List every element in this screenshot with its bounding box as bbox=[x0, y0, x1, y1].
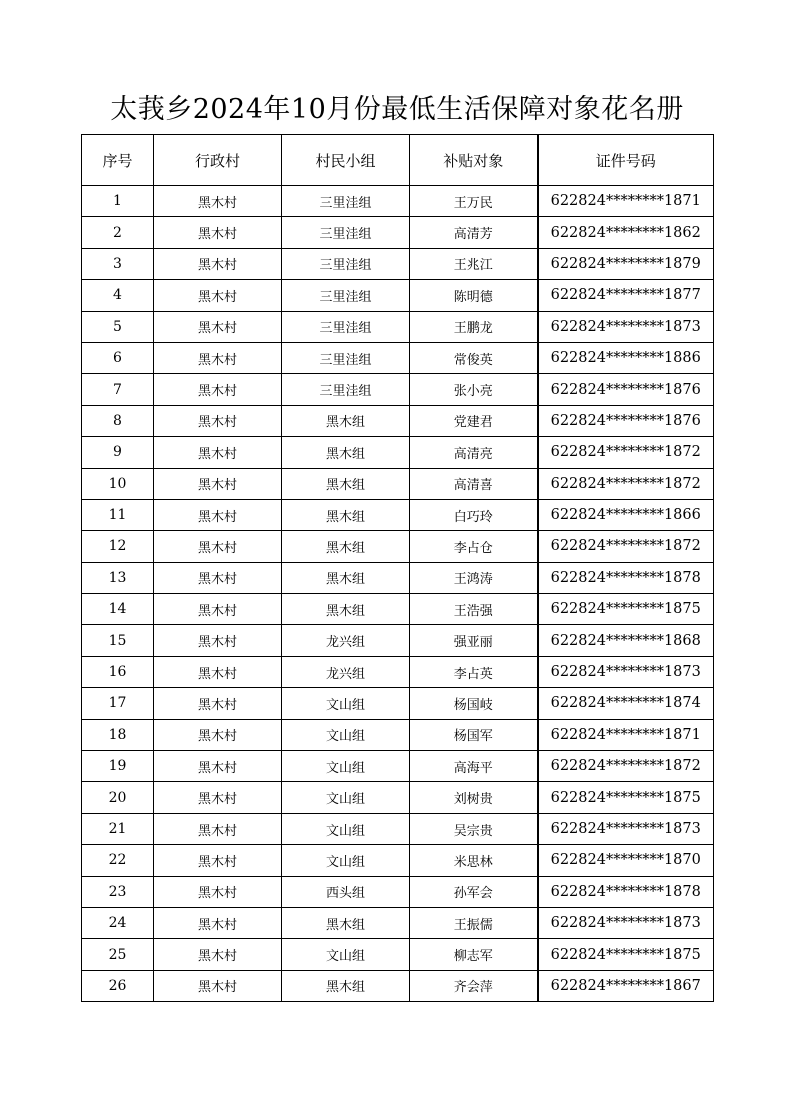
roster-table bbox=[81, 134, 714, 1002]
cell-recipient: 吴宗贵 bbox=[410, 813, 538, 844]
cell-group: 文山组 bbox=[282, 782, 410, 813]
cell-village: 黑木村 bbox=[154, 907, 282, 938]
cell-village: 黑木村 bbox=[154, 751, 282, 782]
cell-group: 黑木组 bbox=[282, 907, 410, 938]
cell-recipient: 白巧玲 bbox=[410, 499, 538, 530]
cell-id-number: 622824********1870 bbox=[538, 845, 714, 876]
cell-id-number: 622824********1867 bbox=[538, 970, 714, 1001]
table-row bbox=[82, 405, 714, 436]
cell-no: 25 bbox=[82, 939, 154, 970]
cell-village: 黑木村 bbox=[154, 186, 282, 217]
cell-id-number: 622824********1874 bbox=[538, 688, 714, 719]
cell-group: 三里洼组 bbox=[282, 374, 410, 405]
cell-village: 黑木村 bbox=[154, 342, 282, 373]
cell-village: 黑木村 bbox=[154, 782, 282, 813]
cell-village: 黑木村 bbox=[154, 217, 282, 248]
cell-recipient: 高清亮 bbox=[410, 437, 538, 468]
cell-no: 9 bbox=[82, 437, 154, 468]
header-village: 行政村 bbox=[154, 135, 282, 186]
table-row bbox=[82, 499, 714, 530]
cell-no: 24 bbox=[82, 907, 154, 938]
cell-no: 8 bbox=[82, 405, 154, 436]
cell-group: 文山组 bbox=[282, 845, 410, 876]
document-title: 太莪乡2024年10月份最低生活保障对象花名册 bbox=[110, 94, 684, 125]
cell-group: 文山组 bbox=[282, 719, 410, 750]
cell-no: 7 bbox=[82, 374, 154, 405]
cell-id-number: 622824********1875 bbox=[538, 594, 714, 625]
cell-group: 龙兴组 bbox=[282, 656, 410, 687]
cell-no: 3 bbox=[82, 248, 154, 279]
cell-group: 黑木组 bbox=[282, 437, 410, 468]
cell-id-number: 622824********1872 bbox=[538, 751, 714, 782]
cell-id-number: 622824********1873 bbox=[538, 311, 714, 342]
cell-village: 黑木村 bbox=[154, 845, 282, 876]
cell-group: 黑木组 bbox=[282, 499, 410, 530]
cell-recipient: 刘树贵 bbox=[410, 782, 538, 813]
header-row bbox=[82, 135, 714, 186]
cell-group: 黑木组 bbox=[282, 531, 410, 562]
cell-village: 黑木村 bbox=[154, 311, 282, 342]
cell-group: 三里洼组 bbox=[282, 311, 410, 342]
cell-village: 黑木村 bbox=[154, 468, 282, 499]
cell-no: 6 bbox=[82, 342, 154, 373]
cell-no: 2 bbox=[82, 217, 154, 248]
cell-id-number: 622824********1876 bbox=[538, 405, 714, 436]
cell-recipient: 李占英 bbox=[410, 656, 538, 687]
cell-group: 黑木组 bbox=[282, 970, 410, 1001]
table-row bbox=[82, 939, 714, 970]
header-group: 村民小组 bbox=[282, 135, 410, 186]
cell-id-number: 622824********1871 bbox=[538, 719, 714, 750]
cell-recipient: 强亚丽 bbox=[410, 625, 538, 656]
cell-id-number: 622824********1866 bbox=[538, 499, 714, 530]
cell-id-number: 622824********1872 bbox=[538, 437, 714, 468]
table-row bbox=[82, 280, 714, 311]
cell-village: 黑木村 bbox=[154, 499, 282, 530]
cell-id-number: 622824********1875 bbox=[538, 782, 714, 813]
cell-no: 15 bbox=[82, 625, 154, 656]
table-row bbox=[82, 719, 714, 750]
cell-id-number: 622824********1875 bbox=[538, 939, 714, 970]
cell-id-number: 622824********1873 bbox=[538, 656, 714, 687]
table-row bbox=[82, 437, 714, 468]
cell-id-number: 622824********1886 bbox=[538, 342, 714, 373]
roster-body bbox=[82, 186, 714, 1002]
cell-recipient: 高清芳 bbox=[410, 217, 538, 248]
cell-group: 三里洼组 bbox=[282, 280, 410, 311]
cell-group: 黑木组 bbox=[282, 594, 410, 625]
cell-village: 黑木村 bbox=[154, 625, 282, 656]
cell-village: 黑木村 bbox=[154, 248, 282, 279]
cell-no: 5 bbox=[82, 311, 154, 342]
cell-village: 黑木村 bbox=[154, 939, 282, 970]
cell-recipient: 王万民 bbox=[410, 186, 538, 217]
cell-village: 黑木村 bbox=[154, 280, 282, 311]
cell-recipient: 孙军会 bbox=[410, 876, 538, 907]
table-row bbox=[82, 656, 714, 687]
cell-group: 三里洼组 bbox=[282, 217, 410, 248]
header-id-number: 证件号码 bbox=[538, 135, 714, 186]
cell-recipient: 高清喜 bbox=[410, 468, 538, 499]
cell-recipient: 柳志军 bbox=[410, 939, 538, 970]
cell-recipient: 王鹏龙 bbox=[410, 311, 538, 342]
cell-id-number: 622824********1877 bbox=[538, 280, 714, 311]
cell-recipient: 张小亮 bbox=[410, 374, 538, 405]
cell-no: 13 bbox=[82, 562, 154, 593]
table-row bbox=[82, 813, 714, 844]
cell-recipient: 常俊英 bbox=[410, 342, 538, 373]
cell-village: 黑木村 bbox=[154, 562, 282, 593]
table-row bbox=[82, 531, 714, 562]
cell-recipient: 齐会萍 bbox=[410, 970, 538, 1001]
cell-id-number: 622824********1872 bbox=[538, 468, 714, 499]
cell-recipient: 王鸿涛 bbox=[410, 562, 538, 593]
cell-recipient: 王浩强 bbox=[410, 594, 538, 625]
cell-id-number: 622824********1871 bbox=[538, 186, 714, 217]
cell-recipient: 杨国军 bbox=[410, 719, 538, 750]
cell-group: 文山组 bbox=[282, 813, 410, 844]
cell-no: 19 bbox=[82, 751, 154, 782]
table-row bbox=[82, 342, 714, 373]
cell-id-number: 622824********1868 bbox=[538, 625, 714, 656]
cell-village: 黑木村 bbox=[154, 970, 282, 1001]
cell-village: 黑木村 bbox=[154, 531, 282, 562]
cell-group: 黑木组 bbox=[282, 468, 410, 499]
cell-id-number: 622824********1876 bbox=[538, 374, 714, 405]
cell-group: 黑木组 bbox=[282, 405, 410, 436]
cell-group: 三里洼组 bbox=[282, 186, 410, 217]
cell-group: 三里洼组 bbox=[282, 342, 410, 373]
cell-no: 12 bbox=[82, 531, 154, 562]
table-row bbox=[82, 562, 714, 593]
table-row bbox=[82, 907, 714, 938]
cell-id-number: 622824********1873 bbox=[538, 907, 714, 938]
table-row bbox=[82, 186, 714, 217]
cell-village: 黑木村 bbox=[154, 374, 282, 405]
cell-recipient: 陈明德 bbox=[410, 280, 538, 311]
cell-group: 西头组 bbox=[282, 876, 410, 907]
cell-no: 16 bbox=[82, 656, 154, 687]
cell-id-number: 622824********1878 bbox=[538, 562, 714, 593]
cell-group: 三里洼组 bbox=[282, 248, 410, 279]
cell-recipient: 党建君 bbox=[410, 405, 538, 436]
table-row bbox=[82, 876, 714, 907]
table-row bbox=[82, 594, 714, 625]
table-row bbox=[82, 845, 714, 876]
header-recipient: 补贴对象 bbox=[410, 135, 538, 186]
cell-group: 文山组 bbox=[282, 751, 410, 782]
cell-recipient: 高海平 bbox=[410, 751, 538, 782]
cell-village: 黑木村 bbox=[154, 688, 282, 719]
cell-id-number: 622824********1862 bbox=[538, 217, 714, 248]
table-row bbox=[82, 751, 714, 782]
cell-recipient: 杨国岐 bbox=[410, 688, 538, 719]
table-row bbox=[82, 311, 714, 342]
cell-village: 黑木村 bbox=[154, 437, 282, 468]
cell-recipient: 米思林 bbox=[410, 845, 538, 876]
cell-no: 14 bbox=[82, 594, 154, 625]
cell-group: 文山组 bbox=[282, 688, 410, 719]
cell-recipient: 王兆江 bbox=[410, 248, 538, 279]
cell-no: 17 bbox=[82, 688, 154, 719]
header-no: 序号 bbox=[82, 135, 154, 186]
cell-village: 黑木村 bbox=[154, 876, 282, 907]
cell-group: 黑木组 bbox=[282, 562, 410, 593]
cell-recipient: 李占仓 bbox=[410, 531, 538, 562]
cell-no: 11 bbox=[82, 499, 154, 530]
cell-id-number: 622824********1878 bbox=[538, 876, 714, 907]
table-row bbox=[82, 468, 714, 499]
cell-village: 黑木村 bbox=[154, 719, 282, 750]
cell-no: 4 bbox=[82, 280, 154, 311]
cell-no: 22 bbox=[82, 845, 154, 876]
cell-group: 龙兴组 bbox=[282, 625, 410, 656]
cell-village: 黑木村 bbox=[154, 594, 282, 625]
table-row bbox=[82, 625, 714, 656]
table-row bbox=[82, 970, 714, 1001]
cell-recipient: 王振儒 bbox=[410, 907, 538, 938]
cell-no: 20 bbox=[82, 782, 154, 813]
cell-no: 26 bbox=[82, 970, 154, 1001]
cell-village: 黑木村 bbox=[154, 405, 282, 436]
cell-id-number: 622824********1879 bbox=[538, 248, 714, 279]
table-row bbox=[82, 248, 714, 279]
cell-no: 1 bbox=[82, 186, 154, 217]
table-row bbox=[82, 217, 714, 248]
cell-no: 21 bbox=[82, 813, 154, 844]
cell-no: 23 bbox=[82, 876, 154, 907]
cell-group: 文山组 bbox=[282, 939, 410, 970]
cell-village: 黑木村 bbox=[154, 813, 282, 844]
cell-no: 10 bbox=[82, 468, 154, 499]
cell-id-number: 622824********1873 bbox=[538, 813, 714, 844]
cell-no: 18 bbox=[82, 719, 154, 750]
cell-id-number: 622824********1872 bbox=[538, 531, 714, 562]
cell-village: 黑木村 bbox=[154, 656, 282, 687]
table-row bbox=[82, 782, 714, 813]
table-row bbox=[82, 374, 714, 405]
table-row bbox=[82, 688, 714, 719]
